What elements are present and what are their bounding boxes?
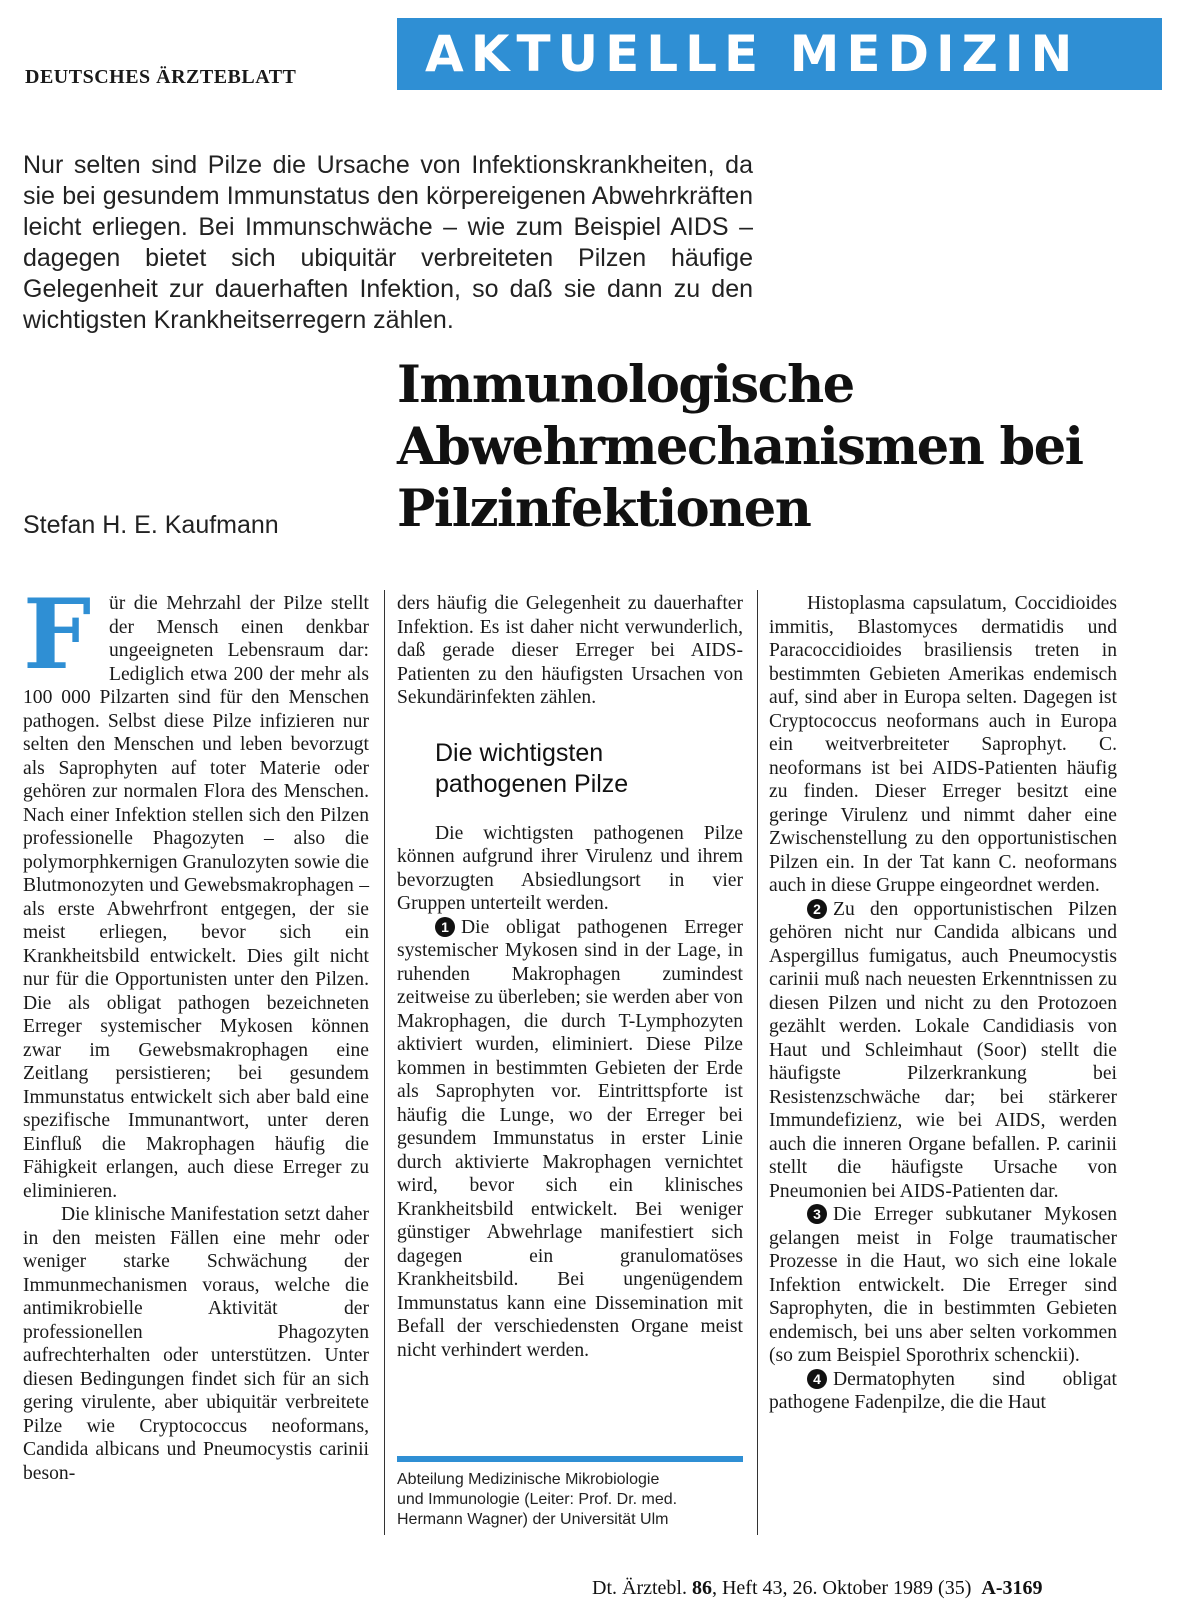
paragraph: ders häufig die Gelegenheit zu dauerhafter Infektion. Es ist daher nicht verwunderlich, daß gerade dieser Erreger bei AIDS-Patienten zu den häufigsten Ursachen von Sekundärinfekten zählen. (397, 593, 743, 708)
paragraph (397, 916, 743, 1363)
article-title (397, 354, 1157, 540)
affiliation-line-2: und Immunologie (Leiter: Prof. Dr. med. (397, 1491, 678, 1508)
paragraph-text: Die obligat pathogenen Erreger systemischer Mykosen sind in der Lage, in ruhenden Makrophagen zumindest zeitweise zu überleben; sie werden aber von Makrophagen, die durch T-Lymphozyten aktiviert wurden, eliminiert. Diese Pilze kommen in bestimmten Gebieten der Erde als Saprophyten vor. Eintrittspforte ist häufig die Lunge, wo der Erreger bei gesundem Immunstatus in erster Linie durch aktivierte Makrophagen vernichtet wird, bevor sich ein klinisches Krankheitsbild entwickelt. Bei weniger günstiger Abwehrlage manifestiert sich dagegen ein granulomatöses Krankheitsbild. Bei ungenügendem Immunstatus kann eine Dissemination mit Befall der verschiedensten Organe meist nicht verhindert werden. (397, 916, 743, 1361)
subheading (435, 738, 743, 800)
body-column-2 (397, 592, 743, 1362)
journal-name: DEUTSCHES ÄRZTEBLATT (25, 66, 297, 88)
paragraph: Histoplasma capsulatum, Coccidioides immitis, Blastomyces dermatidis und Paracoccidioides brasiliensis treten in bestimmten Gebieten Amerikas endemisch auf, sind aber in Europa selten. Dagegen ist Cryptococcus neoformans auch in Europa ein weitverbreiteter Saprophyt. C. neoformans ist bei AIDS-Patienten häufig zu finden. Dieser Erreger besitzt eine geringe Virulenz und nimmt daher eine Zwischenstellung zu den opportunistischen Pilzen ein. In der Tat kann C. neoformans auch in diese Gruppe eingeordnet werden. (769, 593, 1117, 896)
paragraph-text: Dermatophyten sind obligat pathogene Fadenpilze, die die Haut (769, 1368, 1117, 1413)
subheading-line-1: Die wichtigsten (435, 738, 604, 767)
number-3-icon: 3 (807, 1204, 827, 1224)
footer-journal: Dt. Ärztebl. (592, 1577, 687, 1599)
drop-cap: F (23, 578, 92, 691)
paragraph (769, 1203, 1117, 1368)
title-line-3: Pilzinfektionen (397, 479, 811, 539)
paragraph: Die klinische Manifestation setzt daher in den meisten Fällen eine mehr oder weniger starke Schwächung der Immunmechanismen voraus, welche die antimikrobielle Aktivität der professionellen Phagozyten aufrechterhalten oder unterstützen. Unter diesen Bedingungen findet sich für an sich gering virulente, aber ubiquitär verbreitete Pilze wie Cryptococcus neoformans, Candida albicans und Pneumocystis carinii beson- (23, 1204, 369, 1484)
section-banner: AKTUELLE MEDIZIN (397, 18, 1162, 90)
subheading-line-2: pathogenen Pilze (435, 769, 629, 798)
affiliation-line-1: Abteilung Medizinische Mikrobiologie (397, 1471, 660, 1488)
title-line-1: Immunologische (397, 355, 854, 415)
paragraph (769, 1368, 1117, 1415)
body-column-1 (23, 578, 369, 1485)
column-rule-2 (757, 590, 758, 1535)
footer-volume: 86 (691, 1577, 712, 1599)
paragraph-text: Die Erreger subkutaner Mykosen gelangen meist in Folge traumatischer Prozesse in die Haut, wo sich eine lokale Infektion entwickelt. Die Erreger sind Saprophyten, die in bestimmten Gebieten endemisch, bei uns aber selten vorkommen (so zum Beispiel Sporothrix schenckii). (769, 1204, 1117, 1366)
affiliation-note (397, 1470, 747, 1530)
number-1-icon: 1 (435, 917, 455, 937)
footer-issue: , Heft 43, 26. Oktober 1989 (35) (711, 1577, 972, 1599)
author-name: Stefan H. E. Kaufmann (23, 511, 279, 539)
number-4-icon: 4 (807, 1369, 827, 1389)
body-column-3 (769, 592, 1117, 1415)
column-rule-1 (384, 590, 385, 1535)
affiliation-line-3: Hermann Wagner) der Universität Ulm (397, 1511, 669, 1528)
paragraph: Die wichtigsten pathogenen Pilze können aufgrund ihrer Virulenz und ihrem bevorzugten Absiedlungsort in vier Gruppen unterteilt werden. (397, 822, 743, 914)
paragraph-text: ür die Mehrzahl der Pilze stellt der Mensch einen denkbar ungeeigneten Lebensraum dar: Lediglich etwa 200 der mehr als 100 000 Pilzarten sind für den Menschen pathogen. Selbst diese Pilze infizieren nur selten den Menschen und leben bevorzugt als Saprophyten auf toter Materie oder gehören zur normalen Flora des Menschen. Nach einer Infektion stellen sich den Pilzen professionelle Phagozyten – also die polymorphkernigen Granulozyten sowie die Blutmonozyten und Gewebsmakrophagen – als erste Abwehrfront entgegen, der sie meist erliegen, bevor sich ein Krankheitsbild entwickelt. Dies gilt nicht nur für die Opportunisten unter den Pilzen. Die als obligat pathogen bezeichneten Erreger systemischer Mykosen können zwar im Gewebsmakrophagen eine Zeitlang persistieren; bei gesundem Immunstatus entwickelt sich aber bald eine spezifische Immunantwort, unter deren Einfluß die Makrophagen häufig die Fähigkeit erlangen, auch diese Erreger zu eliminieren. (23, 593, 369, 1202)
paragraph (769, 898, 1117, 1204)
lead-paragraph: Nur selten sind Pilze die Ursache von Infektionskrankheiten, da sie bei gesundem Immunstatus den körpereigenen Abwehrkräften leicht erliegen. Bei Immunschwäche – wie zum Beispiel AIDS – dagegen bietet sich ubiquitär verbreiteten Pilzen häufige Gelegenheit zur dauerhaften Infektion, so daß sie dann zu den wichtigsten Krankheitserregern zählen. (23, 151, 753, 334)
paragraph (23, 578, 369, 1203)
paragraph-text: Zu den opportunistischen Pilzen gehören nicht nur Candida albicans und Aspergillus fumigatus, auch Pneumocystis carinii muß nach neuesten Erkenntnissen zu diesen Pilzen und nicht zu den Protozoen gezählt werden. Lokale Candidiasis von Haut und Schleimhaut (Soor) stellt die häufigste Pilzerkrankung bei Resistenzschwäche dar; bei stärkerer Immundefizienz, wie bei AIDS, werden auch die inneren Organe befallen. P. carinii stellt die häufigste Ursache von Pneumonien bei AIDS-Patienten dar. (769, 898, 1117, 1202)
title-line-2: Abwehrmechanismen bei (397, 417, 1083, 477)
page-footer (592, 1577, 1043, 1600)
affiliation-divider (397, 1456, 743, 1462)
number-2-icon: 2 (807, 899, 827, 919)
footer-page: A-3169 (981, 1577, 1043, 1599)
